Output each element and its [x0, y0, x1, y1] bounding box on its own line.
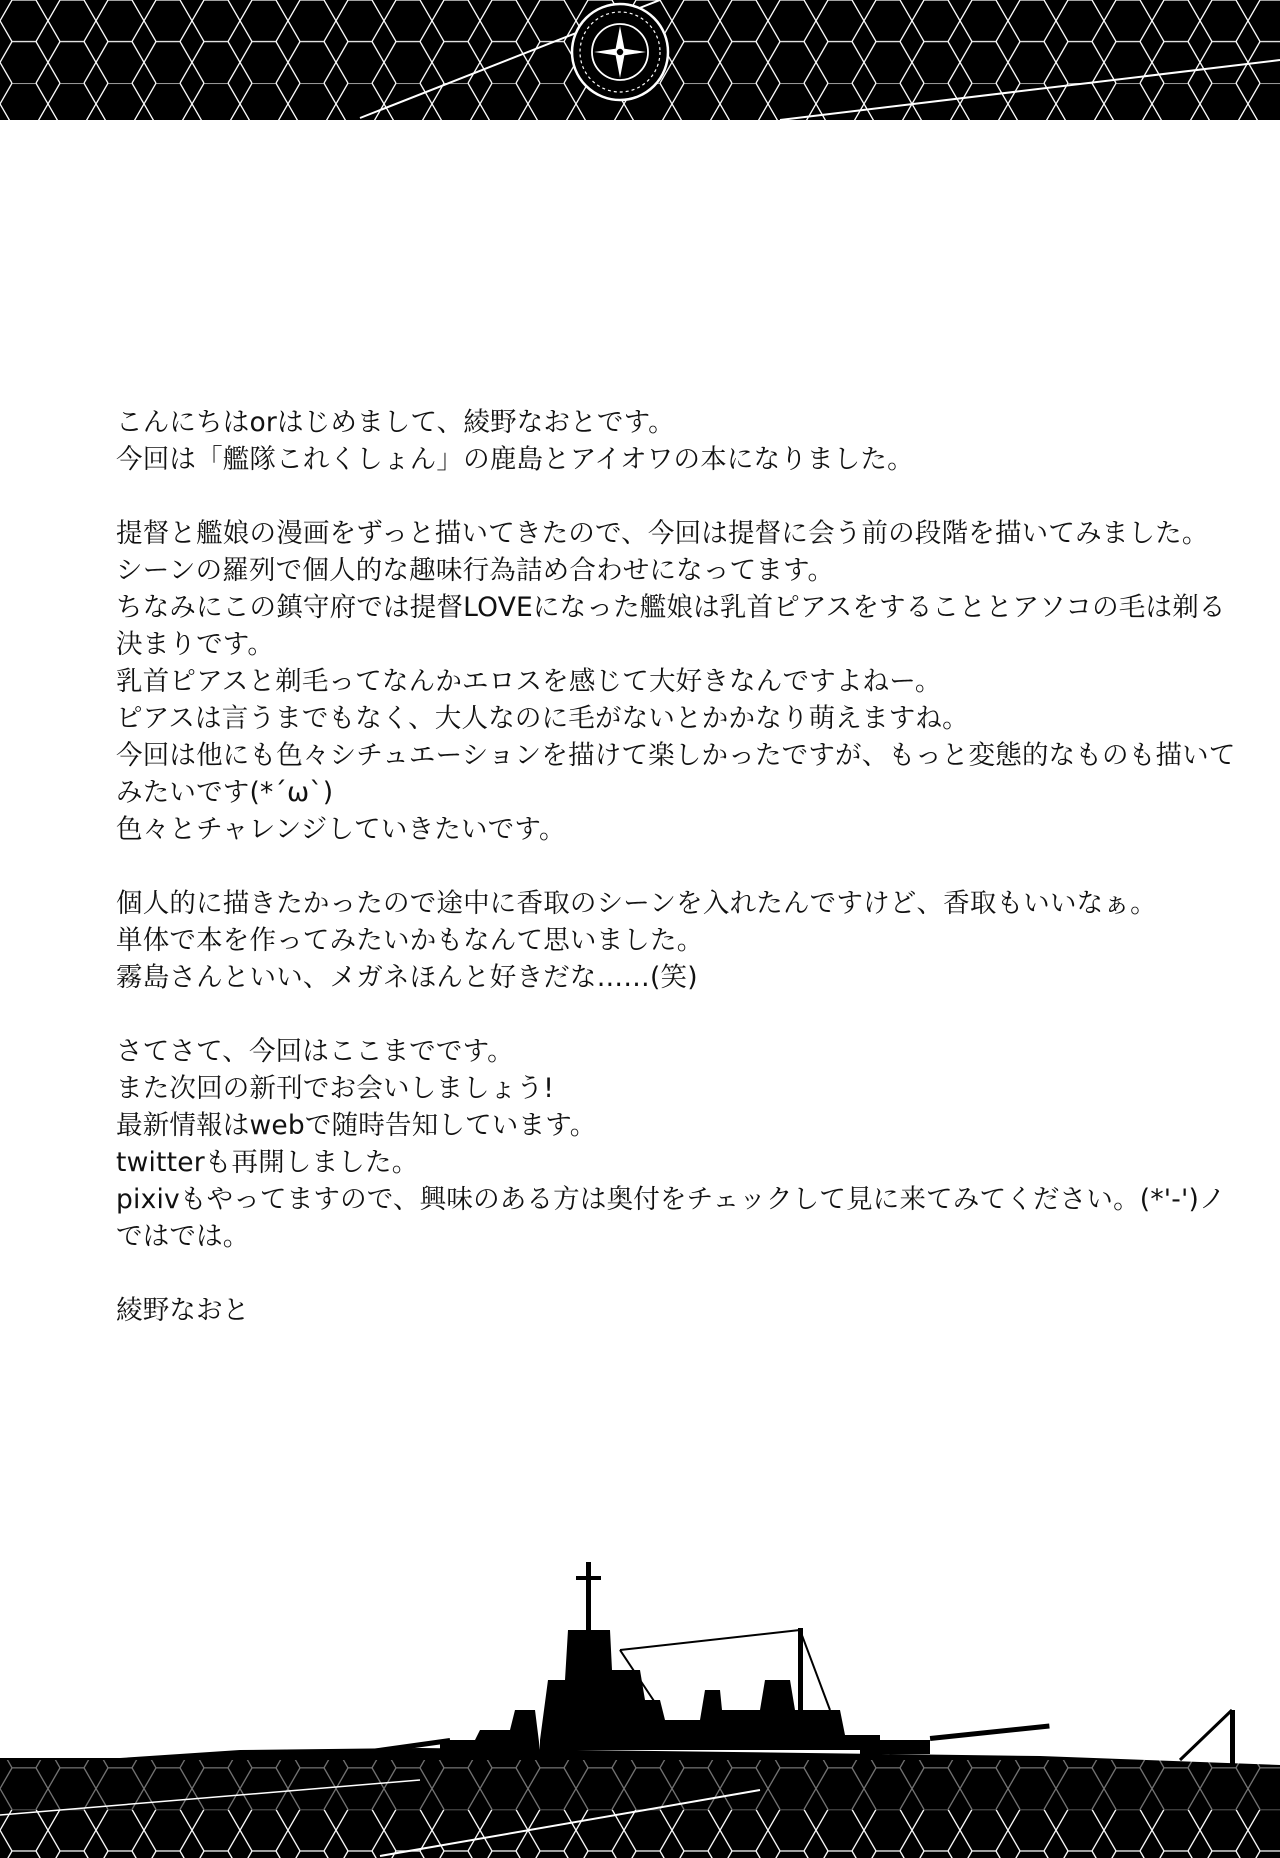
- text-line: pixivもやってますので、興味のある方は奥付をチェックして見に来てみてください。(*'-')ノ: [116, 1184, 1226, 1215]
- paragraph: [116, 404, 1246, 478]
- text-line: ちなみにこの鎮守府では提督LOVEになった艦娘は乳首ピアスをすることとアソコの毛は剃る: [116, 592, 1226, 623]
- text-line: 提督と艦娘の漫画をずっと描いてきたので、今回は提督に会う前の段階を描いてみました。: [116, 518, 1209, 549]
- paragraph: [116, 515, 1246, 848]
- text-line: ピアスは言うまでもなく、大人なのに毛がないとかかなり萌えますね。: [116, 703, 969, 734]
- text-line: さてさて、今回はここまでです。: [116, 1036, 514, 1067]
- paragraph: [116, 1033, 1246, 1255]
- text-line: ではでは。: [116, 1221, 250, 1252]
- hex-footer-band: [0, 1560, 1280, 1858]
- text-line: また次回の新刊でお会いしましょう!: [116, 1073, 555, 1104]
- compass-emblem-icon: [572, 4, 668, 100]
- text-line: 今回は他にも色々シチュエーションを描けて楽しかったですが、もっと変態的なものも描いて: [116, 740, 1236, 771]
- text-line: 個人的に描きたかったので途中に香取のシーンを入れたんですけど、香取もいいなぁ。: [116, 888, 1157, 919]
- text-line: 単体で本を作ってみたいかもなんて思いました。: [116, 925, 704, 956]
- text-line: みたいです(*´ω`): [116, 777, 334, 808]
- text-line: シーンの羅列で個人的な趣味行為詰め合わせになってます。: [116, 555, 835, 586]
- hex-header-band: [0, 0, 1280, 120]
- author-signature: 綾野なおと: [116, 1295, 250, 1326]
- battleship-silhouette: [0, 1560, 1280, 1858]
- text-line: 乳首ピアスと剃毛ってなんかエロスを感じて大好きなんですよねー。: [116, 666, 942, 697]
- text-line: 色々とチャレンジしていきたいです。: [116, 814, 566, 845]
- text-line: 決まりです。: [116, 629, 275, 660]
- paragraph: [116, 1292, 1246, 1329]
- paragraph: [116, 885, 1246, 996]
- text-line: 今回は「艦隊これくしょん」の鹿島とアイオワの本になりました。: [116, 444, 914, 475]
- text-line: 最新情報はwebで随時告知しています。: [116, 1110, 597, 1141]
- text-line: 霧島さんといい、メガネほんと好きだな……(笑): [116, 962, 698, 993]
- hex-pattern-top: [0, 0, 1280, 120]
- text-line: twitterも再開しました。: [116, 1147, 419, 1178]
- afterword-letter: [116, 404, 1246, 1329]
- text-line: こんにちはorはじめまして、綾野なおとです。: [116, 407, 675, 438]
- hex-pattern-bottom: [0, 1810, 1280, 1858]
